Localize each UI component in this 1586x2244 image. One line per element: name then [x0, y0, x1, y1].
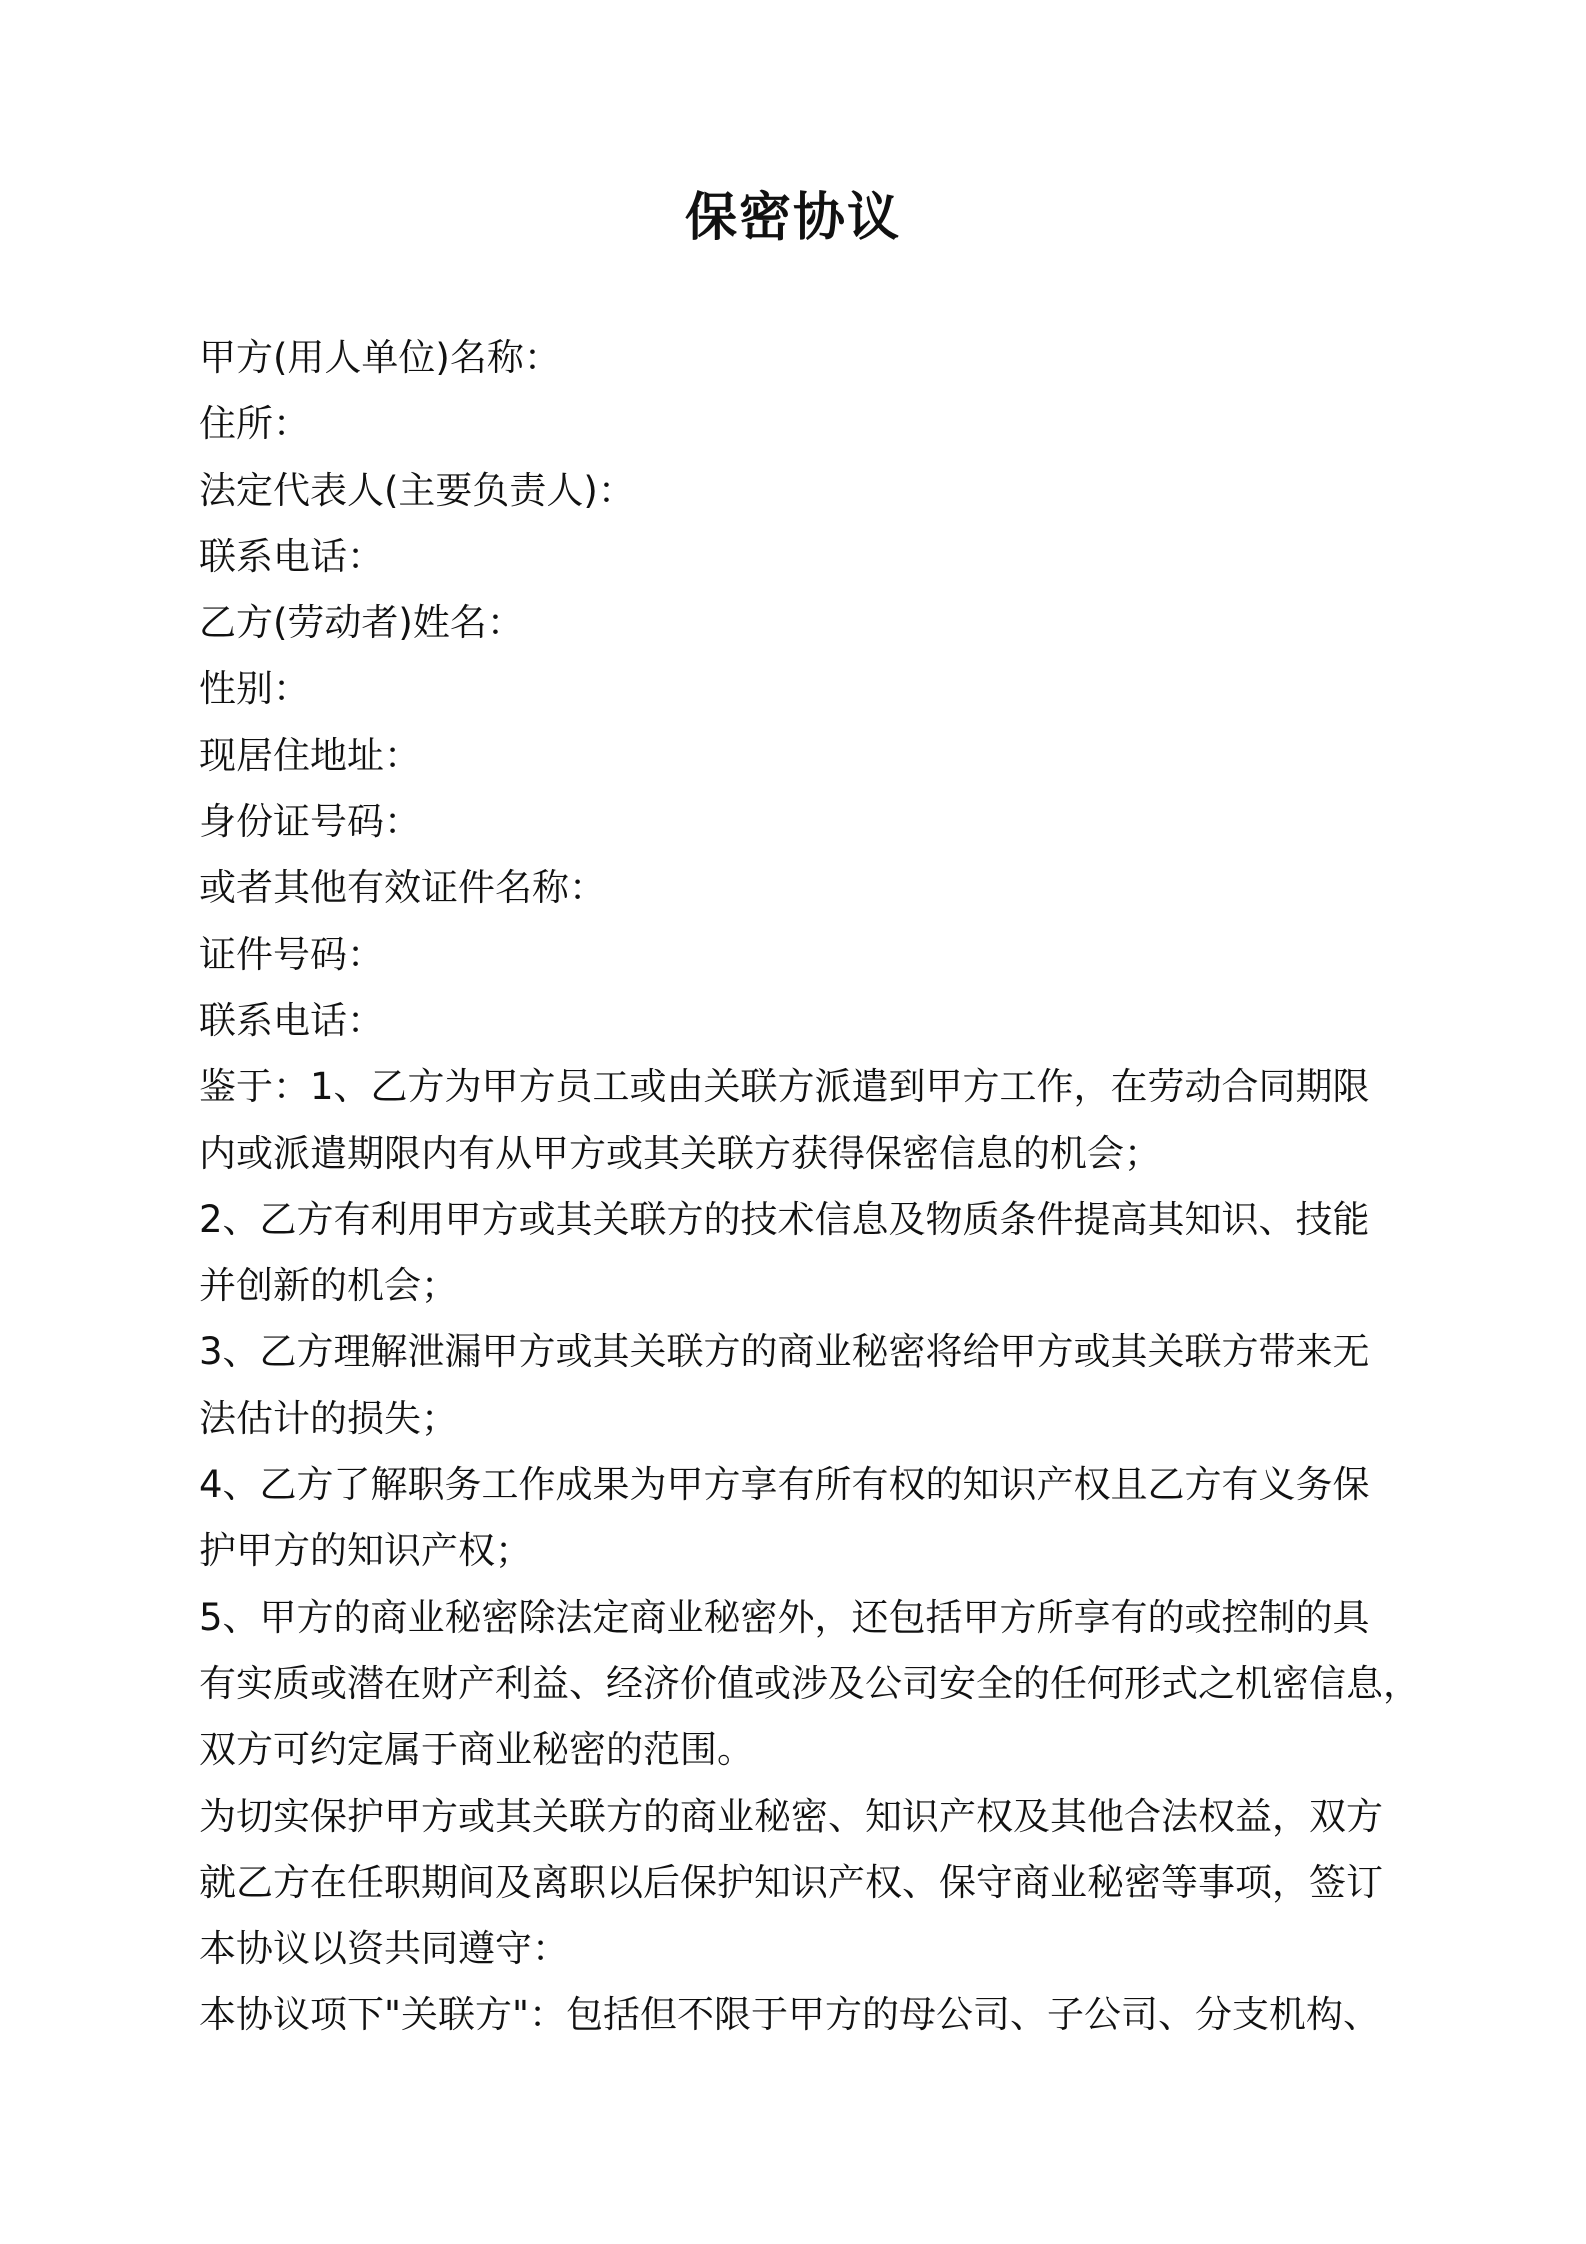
paragraph-line: 就乙方在任职期间及离职以后保护知识产权、保守商业秘密等事项，签订	[199, 1860, 1383, 1904]
field-gender: 性别：	[199, 667, 310, 711]
paragraph-line: 2、乙方有利用甲方或其关联方的技术信息及物质条件提高其知识、技能	[199, 1197, 1370, 1241]
paragraph-line: 内或派遣期限内有从甲方或其关联方获得保密信息的机会；	[199, 1131, 1161, 1175]
paragraph-line: 本协议以资共同遵守：	[199, 1927, 569, 1971]
field-id-doc-number: 证件号码：	[199, 932, 384, 976]
field-current-address: 现居住地址：	[199, 733, 421, 777]
paragraph-line: 4、乙方了解职务工作成果为甲方享有所有权的知识产权且乙方有义务保	[199, 1463, 1370, 1507]
paragraph-line: 法估计的损失；	[199, 1396, 458, 1440]
paragraph-line: 有实质或潜在财产利益、经济价值或涉及公司安全的任何形式之机密信息，	[199, 1661, 1420, 1705]
document-title: 保密协议	[684, 188, 901, 248]
paragraph-line: 为切实保护甲方或其关联方的商业秘密、知识产权及其他合法权益，双方	[199, 1794, 1383, 1838]
field-other-id-name: 或者其他有效证件名称：	[199, 866, 606, 910]
paragraph-line: 5、甲方的商业秘密除法定商业秘密外，还包括甲方所享有的或控制的具	[199, 1595, 1370, 1639]
field-party-a-phone: 联系电话：	[199, 534, 384, 578]
field-id-number: 身份证号码：	[199, 800, 421, 844]
paragraph-line: 并创新的机会；	[199, 1264, 458, 1308]
field-party-a-name: 甲方(用人单位)名称：	[199, 336, 561, 379]
field-party-b-name: 乙方(劳动者)姓名：	[199, 601, 524, 645]
field-legal-representative: 法定代表人(主要负责人)：	[199, 468, 635, 512]
paragraph-line: 3、乙方理解泄漏甲方或其关联方的商业秘密将给甲方或其关联方带来无	[199, 1330, 1370, 1374]
paragraph-line: 双方可约定属于商业秘密的范围。	[199, 1728, 754, 1772]
field-party-a-address: 住所：	[199, 402, 310, 446]
paragraph-line: 本协议项下"关联方"：包括但不限于甲方的母公司、子公司、分支机构、	[199, 1993, 1381, 2037]
document-body	[199, 325, 1420, 2049]
paragraph-line: 护甲方的知识产权；	[199, 1529, 532, 1573]
field-party-b-phone: 联系电话：	[199, 998, 384, 1042]
paragraph-line: 鉴于：1、乙方为甲方员工或由关联方派遣到甲方工作，在劳动合同期限	[199, 1065, 1370, 1109]
